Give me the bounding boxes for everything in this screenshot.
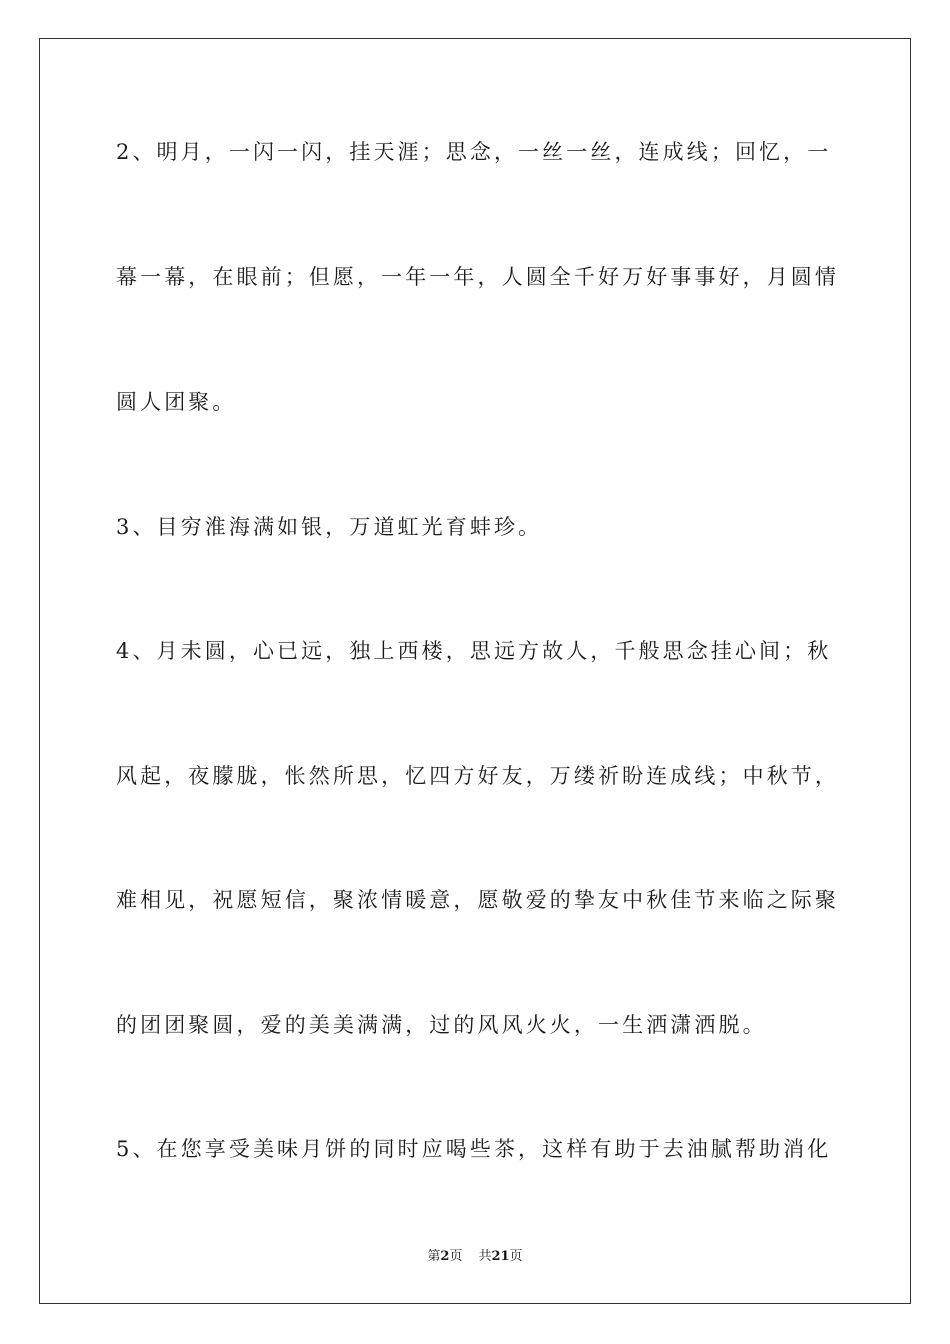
text-line: 幕一幕，在眼前；但愿，一年一年，人圆全千好万好事事好，月圆情: [116, 265, 839, 289]
total-pages: 21: [491, 1249, 510, 1264]
text-line: 4、月未圆，心已远，独上西楼，思远方故人，千般思念挂心间；秋: [116, 639, 832, 663]
text-line: 3、目穷淮海满如银，万道虹光育蚌珍。: [116, 515, 543, 539]
page-border: [39, 38, 911, 1304]
page-number: 2: [440, 1249, 450, 1264]
text-line: 的团团聚圆，爱的美美满满，过的风风火火，一生洒潇洒脱。: [116, 1013, 767, 1037]
text-line: 难相见，祝愿短信，聚浓情暖意，愿敬爱的挚友中秋佳节来临之际聚: [116, 888, 839, 912]
text-line: 圆人团聚。: [116, 390, 237, 414]
text-line: 2、明月，一闪一闪，挂天涯；思念，一丝一丝，连成线；回忆，一: [116, 140, 832, 164]
total-prefix: 共: [478, 1249, 492, 1264]
page-prefix: 第: [427, 1249, 441, 1264]
page-footer: [0, 1248, 950, 1266]
text-line: 5、在您享受美味月饼的同时应喝些茶，这样有助于去油腻帮助消化: [116, 1137, 832, 1161]
text-line: 风起，夜朦胧，怅然所思，忆四方好友，万缕祈盼连成线；中秋节，: [116, 764, 839, 788]
total-suffix: 页: [509, 1249, 523, 1264]
page-suffix: 页: [449, 1249, 463, 1264]
